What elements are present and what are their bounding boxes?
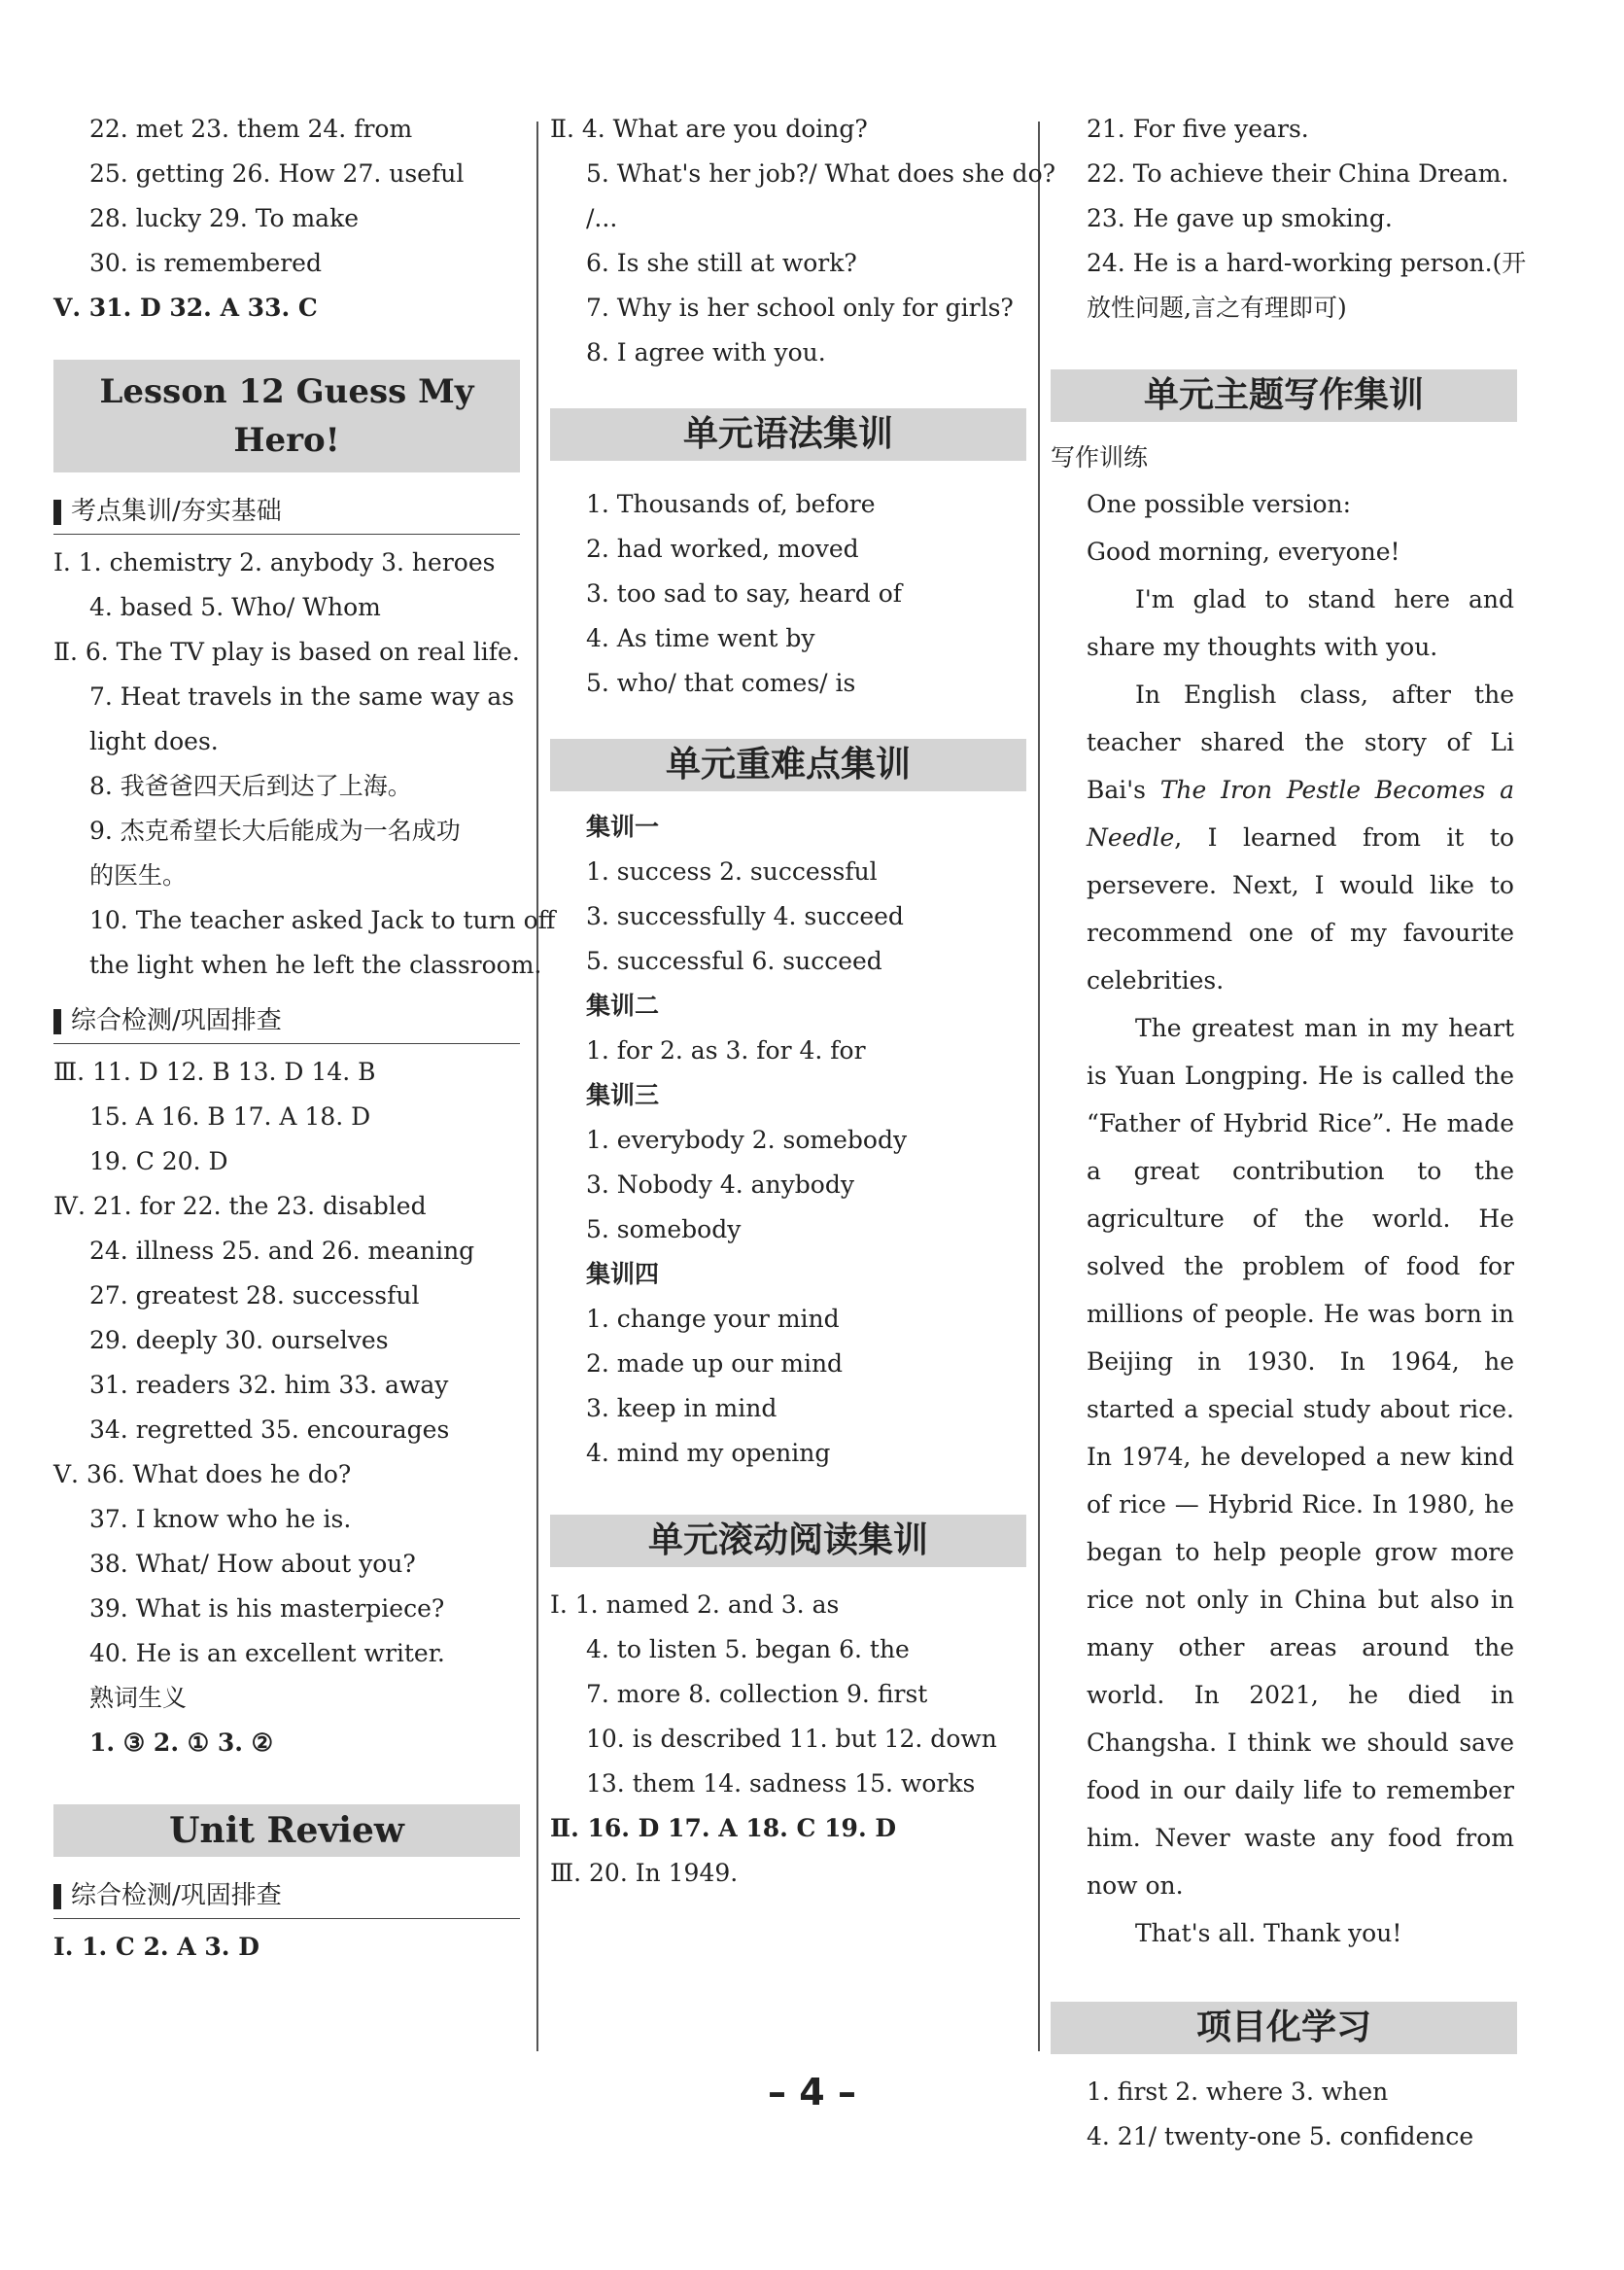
lesson-title-line-2: Hero! — [233, 421, 340, 460]
unit-review-box: Unit Review — [53, 1804, 520, 1857]
answer-line: 37. I know who he is. — [89, 1505, 352, 1533]
answer-line: Ⅲ. 20. In 1949. — [550, 1859, 739, 1887]
answer-line: Ⅰ. 1. chemistry 2. anybody 3. heroes — [53, 548, 496, 576]
answer-line: 39. What is his masterpiece? — [89, 1594, 445, 1623]
subsection-heading: 集训三 — [586, 1081, 660, 1109]
answer-line: 4. 21/ twenty-one 5. confidence — [1087, 2122, 1474, 2150]
answer-line: 6. Is she still at work? — [586, 249, 857, 277]
answer-line: 5. somebody — [586, 1215, 742, 1243]
subsection-heading: 集训二 — [586, 992, 660, 1020]
answer-line: the light when he left the classroom. — [89, 951, 542, 979]
answer-line: 28. lucky 29. To make — [89, 204, 360, 232]
answer-line: 19. C 20. D — [89, 1147, 228, 1175]
answer-line: 13. them 14. sadness 15. works — [586, 1769, 976, 1798]
answer-line: 9. 杰克希望长大后能成为一名成功 — [89, 817, 461, 845]
answer-line: 5. successful 6. succeed — [586, 947, 882, 975]
essay-line: Good morning, everyone! — [1087, 538, 1400, 566]
answer-line: 23. He gave up smoking. — [1087, 204, 1393, 232]
answer-line: 21. For five years. — [1087, 115, 1309, 143]
answer-line: 4. mind my opening — [586, 1439, 831, 1467]
answer-line: 24. illness 25. and 26. meaning — [89, 1237, 475, 1265]
reading-section-box: 单元滚动阅读集训 — [550, 1515, 1026, 1567]
writing-section-box: 单元主题写作集训 — [1051, 369, 1517, 422]
answer-line: 30. is remembered — [89, 249, 322, 277]
answer-line: /... — [586, 204, 618, 232]
answer-line: 1. everybody 2. somebody — [586, 1126, 908, 1154]
answer-line: 4. to listen 5. began 6. the — [586, 1635, 910, 1663]
answer-line: 3. Nobody 4. anybody — [586, 1170, 854, 1199]
column-divider-2 — [1038, 122, 1040, 2051]
answer-line: Ⅱ. 6. The TV play is based on real life. — [53, 638, 520, 666]
answer-line: Ⅱ. 4. What are you doing? — [550, 115, 868, 143]
lesson-title-line-1: Lesson 12 Guess My — [99, 372, 474, 411]
answer-line: 1. first 2. where 3. when — [1087, 2078, 1389, 2106]
essay-text: , I learned from it to persevere. Next, I would like to recommend one of my favourite celebrities. — [1087, 823, 1514, 995]
story-title: The Iron Pestle Becomes a Needle — [1087, 776, 1515, 852]
answer-line: 22. met 23. them 24. from — [89, 115, 413, 143]
essay-line: One possible version: — [1087, 490, 1352, 518]
answer-line: 10. The teacher asked Jack to turn off — [89, 906, 556, 934]
answer-line: 25. getting 26. How 27. useful — [89, 159, 465, 188]
section-subheading: 综合检测/巩固排查 — [53, 1876, 520, 1915]
answer-line: 1. for 2. as 3. for 4. for — [586, 1036, 866, 1065]
answer-line: Ⅰ. 1. named 2. and 3. as — [550, 1590, 840, 1619]
answer-line: 7. Why is her school only for girls? — [586, 294, 1014, 322]
answer-line: 34. regretted 35. encourages — [89, 1415, 450, 1444]
answer-line: 3. keep in mind — [586, 1394, 777, 1422]
essay-text: In English class, after the teacher shared the story of Li Bai's — [1087, 681, 1514, 804]
key-points-section-box: 单元重难点集训 — [550, 739, 1026, 791]
answer-line: 15. A 16. B 17. A 18. D — [89, 1102, 371, 1131]
answer-line: 5. What's her job?/ What does she do? — [586, 159, 1056, 188]
answer-line: 40. He is an excellent writer. — [89, 1639, 445, 1667]
answer-line: 7. more 8. collection 9. first — [586, 1680, 928, 1708]
essay-paragraph: I'm glad to stand here and share my thoughts with you. — [1087, 585, 1514, 661]
answer-line: 的医生。 — [89, 861, 188, 890]
answer-line: 22. To achieve their China Dream. — [1087, 159, 1509, 188]
answer-line: light does. — [89, 727, 219, 755]
answer-line: 5. who/ that comes/ is — [586, 669, 856, 697]
answer-line: 27. greatest 28. successful — [89, 1281, 420, 1310]
answer-line: 2. had worked, moved — [586, 535, 859, 563]
grammar-section-box: 单元语法集训 — [550, 408, 1026, 461]
answer-line: 1. change your mind — [586, 1305, 840, 1333]
answer-line: Ⅴ. 31. D 32. A 33. C — [53, 294, 318, 322]
answer-line: 3. too sad to say, heard of — [586, 579, 903, 608]
answer-line: 1. ③ 2. ① 3. ② — [89, 1729, 274, 1757]
answer-line: Ⅰ. 1. C 2. A 3. D — [53, 1933, 259, 1961]
column-2 — [550, 107, 1056, 1896]
answer-line: 7. Heat travels in the same way as — [89, 682, 515, 711]
section-subheading: 综合检测/巩固排查 — [53, 1001, 520, 1040]
subsection-heading: 写作训练 — [1051, 443, 1149, 471]
answer-line: 10. is described 11. but 12. down — [586, 1725, 997, 1753]
answer-line: 4. As time went by — [586, 624, 815, 652]
column-3 — [1051, 107, 1527, 2159]
project-section-box: 项目化学习 — [1051, 2002, 1517, 2054]
column-divider-1 — [536, 122, 538, 2051]
answer-line: 24. He is a hard-working person.(开 — [1087, 249, 1527, 277]
answer-line: 29. deeply 30. ourselves — [89, 1326, 389, 1354]
subsection-heading: 集训四 — [586, 1260, 660, 1288]
essay-paragraph: The greatest man in my heart is Yuan Longping. He is called the “Father of Hybrid Rice”. He made a great contribution to the agriculture of the world. He solved the problem of food for millions of people. He was born in Beijing in 1930. In 1964, he started a special study about rice. In 1974, he developed a new kind of rice — Hybrid Rice. In 1980, he began to help people grow more rice not only in China but also in many other areas around the world. In 2021, he died in Changsha. I think we should save food in our daily life to remember him. Never waste any food from now on. — [1087, 1014, 1514, 1900]
answer-line: Ⅴ. 36. What does he do? — [53, 1460, 352, 1488]
answer-line: 1. Thousands of, before — [586, 490, 876, 518]
answer-line: 4. based 5. Who/ Whom — [89, 593, 381, 621]
answer-line: 2. made up our mind — [586, 1349, 844, 1378]
answer-line: 1. success 2. successful — [586, 857, 878, 886]
answer-line: Ⅲ. 11. D 12. B 13. D 14. B — [53, 1058, 376, 1086]
section-subheading: 考点集训/夯实基础 — [53, 492, 520, 531]
answer-line: 3. successfully 4. succeed — [586, 902, 904, 930]
answer-line: 31. readers 32. him 33. away — [89, 1371, 449, 1399]
page-number: – 4 – — [768, 2071, 856, 2113]
subsection-heading: 熟词生义 — [89, 1684, 188, 1712]
answer-line: Ⅱ. 16. D 17. A 18. C 19. D — [550, 1814, 897, 1842]
answer-line: 8. 我爸爸四天后到达了上海。 — [89, 772, 412, 800]
answer-line: 8. I agree with you. — [586, 338, 826, 367]
answer-line: 38. What/ How about you? — [89, 1550, 416, 1578]
essay-paragraph: That's all. Thank you! — [1135, 1919, 1402, 1947]
lesson-title-box — [53, 360, 520, 472]
essay-paragraph — [1087, 671, 1514, 1004]
answer-line: Ⅳ. 21. for 22. the 23. disabled — [53, 1192, 427, 1220]
answer-line: 放性问题,言之有理即可) — [1087, 294, 1347, 322]
column-1 — [53, 107, 556, 1970]
subsection-heading: 集训一 — [586, 813, 660, 841]
